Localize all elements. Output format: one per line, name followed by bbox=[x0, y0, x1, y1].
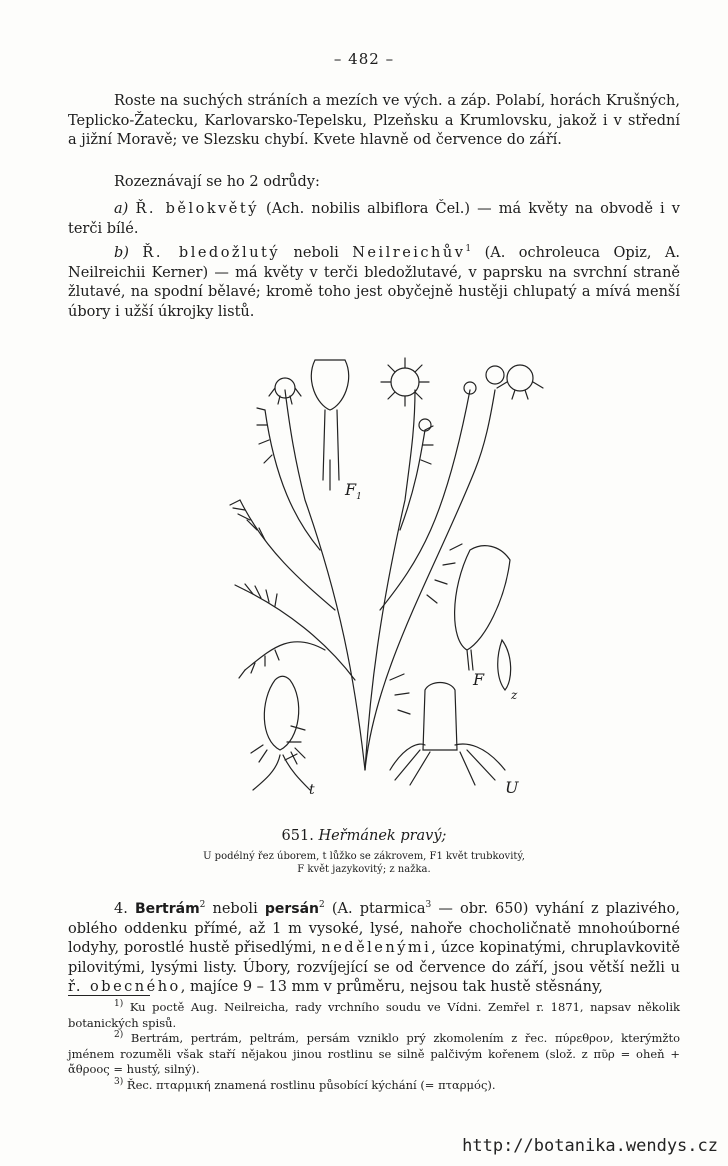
variety-b-sup: 1 bbox=[465, 244, 472, 255]
species-text-3: , majíce 9 – 13 mm v průměru, nejsou tak hustě stěsnány, bbox=[180, 979, 603, 995]
footnote-1-marker: 1) bbox=[114, 999, 124, 1010]
variety-a-text: (Ach. nobilis albiflora Čel.) — má květy na obvodě i v terči bílé. bbox=[68, 201, 680, 237]
caption-line-2: F květ jazykovitý; z nažka. bbox=[297, 864, 431, 875]
variety-b-alt: Neilreichův bbox=[352, 245, 466, 261]
caption-line-1: U podélný řez úborem, t lůžko se zákrovem, F1 květ trubkovitý, bbox=[203, 851, 525, 862]
species-name-sup: 2 bbox=[199, 900, 206, 911]
species-undivided: nedělenými bbox=[321, 940, 432, 956]
label-z: z bbox=[511, 688, 518, 702]
varieties-heading-block bbox=[68, 173, 680, 193]
footnote-2 bbox=[68, 1031, 680, 1078]
variety-b-paragraph bbox=[68, 244, 680, 322]
footnote-1-text: Ku poctě Aug. Neilreicha, rady vrchního soudu ve Vídni. Zemřel r. 1871, napsav několik botanických spisů. bbox=[68, 1000, 681, 1030]
species-text-1: — obr. 650) vyhání z plazivého, oblého oddenku přímé, až 1 m vysoké, lysé, nahoře chocholičnatě mnohoúborné lodyhy, porostlé hustě přisedlými, bbox=[68, 901, 680, 956]
variety-b-or: neboli bbox=[293, 245, 339, 261]
variety-b-marker: b) bbox=[114, 245, 129, 261]
species-number: 4. bbox=[114, 901, 128, 917]
footnotes bbox=[68, 1000, 680, 1093]
footnote-rule bbox=[68, 995, 150, 996]
footnote-2-marker: 2) bbox=[114, 1030, 124, 1041]
caption-number: 651. bbox=[281, 828, 314, 844]
figure-caption-title bbox=[0, 828, 728, 844]
species-name: Bertrám bbox=[134, 901, 200, 917]
plant-illustration bbox=[205, 350, 555, 800]
species-4-paragraph bbox=[68, 900, 680, 998]
label-f: F bbox=[473, 670, 485, 689]
footnote-1 bbox=[68, 1000, 680, 1031]
variety-b-name: Ř. bledožlutý bbox=[142, 245, 281, 261]
label-t: t bbox=[309, 782, 315, 798]
page-number: – 482 – bbox=[333, 50, 395, 68]
chamomile-drawing bbox=[205, 350, 555, 800]
variety-b-text: (A. ochroleuca Opiz, A. Neilreichii Kerner) — má květy v terči bledožlutavé, v paprsku na svrchní straně žlutavé, na spodní bělavé; kromě toho jest obyčejně hustěji chlupatý a mívá menší úbory i užší úkrojky listů. bbox=[68, 245, 681, 320]
label-f1: $F_1$ bbox=[345, 480, 362, 503]
species-common: ř. obecného bbox=[68, 979, 181, 995]
variety-a-name: Ř. bělokvětý bbox=[135, 201, 259, 217]
habitat-text: Roste na suchých stráních a mezích ve vých. a záp. Polabí, horách Krušných, Teplicko-Žatecku, Karlovarsko-Tepelsku, Plzeňsku a Krumlovsku, jakož i v střední a jižní Moravě; ve Slezsku chybí. Kvete hlavně od července do září. bbox=[68, 93, 680, 148]
caption-name: Heřmánek pravý; bbox=[318, 828, 447, 844]
footnote-2-text: Bertrám, pertrám, peltrám, persám vzniklo prý zkomolením z řec. πύρεθρον, kterýmžto jménem rozuměli však staří nějakou jinou rostlinu se silně palčivým kořenem (slož. z πῦρ = oheň + ἄθροος = hustý, silný). bbox=[68, 1031, 680, 1076]
species-or: neboli bbox=[212, 901, 258, 917]
species-alt-name: persán bbox=[264, 901, 319, 917]
varieties-heading: Rozeznávají se ho 2 odrůdy: bbox=[114, 174, 320, 190]
species-text-2: , úzce kopinatými, chruplavkovitě pilovitými, lysými listy. Úbory, rozvíjející se od července do září, jsou větší nežli u bbox=[68, 940, 680, 976]
figure-caption-description bbox=[0, 850, 728, 876]
footnote-3-text: Řec. πταρμική znamená rostlinu působící kýchání (= πταρμός). bbox=[126, 1077, 496, 1092]
footnote-3 bbox=[68, 1078, 680, 1094]
source-url[interactable]: http://botanika.wendys.cz bbox=[462, 1136, 718, 1156]
species-alt-sup: 2 bbox=[319, 900, 325, 911]
variety-a-marker: a) bbox=[114, 201, 129, 217]
label-u: U bbox=[505, 778, 519, 797]
habitat-paragraph bbox=[68, 92, 680, 151]
footnote-3-marker: 3) bbox=[114, 1076, 124, 1087]
variety-a-paragraph bbox=[68, 200, 680, 239]
species-latin: (A. ptarmica bbox=[331, 901, 426, 917]
species-latin-sup: 3 bbox=[425, 900, 432, 911]
